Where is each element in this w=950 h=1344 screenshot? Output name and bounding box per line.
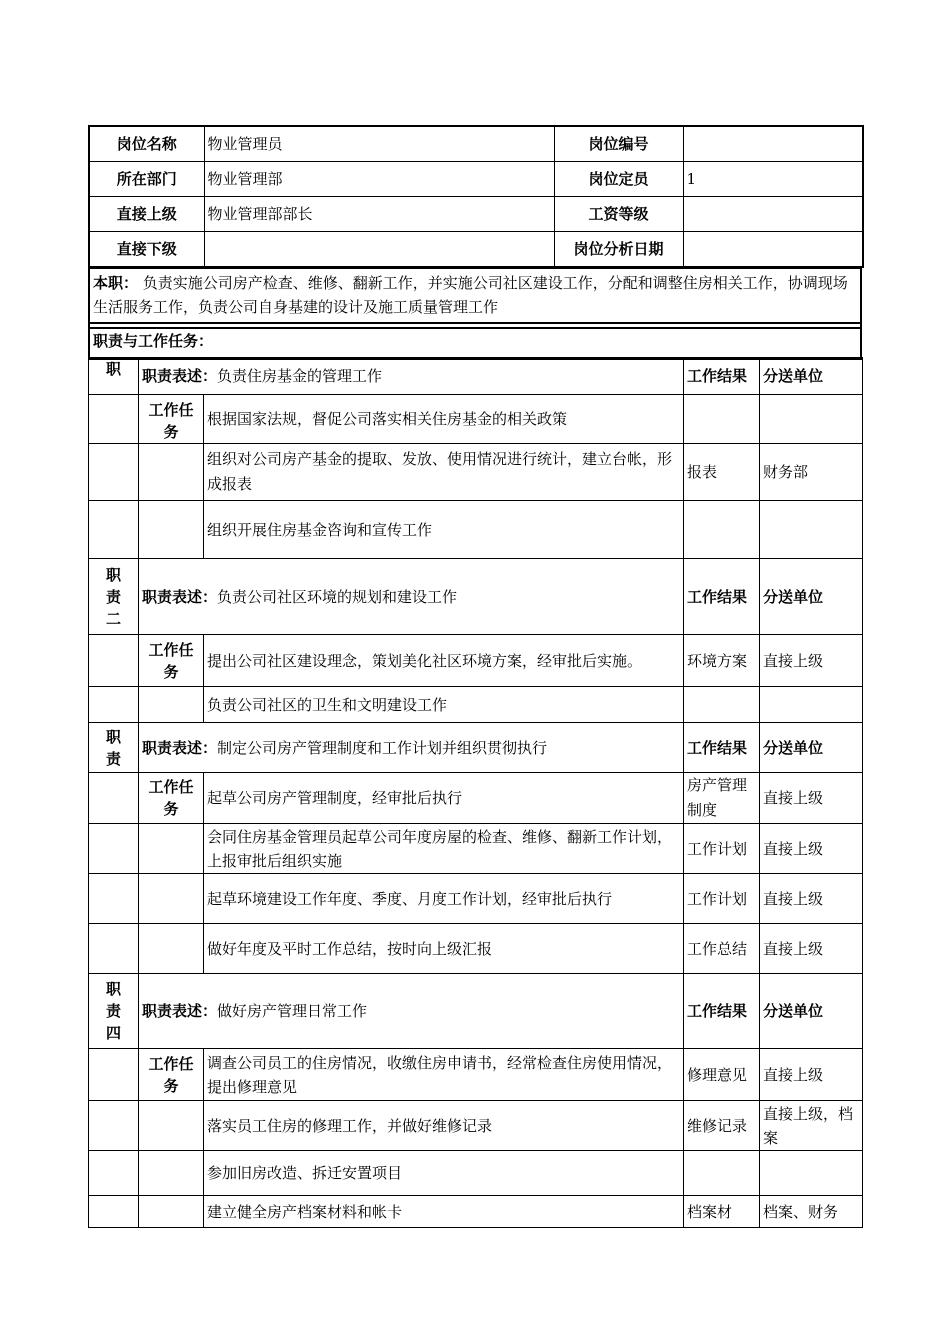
position-name-value: 物业管理员 bbox=[204, 126, 554, 162]
duty-statement-table bbox=[88, 267, 862, 329]
section-3-statement bbox=[139, 723, 684, 773]
direct-superior-label: 直接上级 bbox=[89, 197, 204, 232]
section-4-id-line: 责 bbox=[105, 1002, 121, 1020]
task-result: 维修记录 bbox=[684, 1101, 760, 1151]
task-text: 起草环境建设工作年度、季度、月度工作计划，经审批后执行 bbox=[204, 874, 684, 924]
task-text: 做好年度及平时工作总结，按时向上级汇报 bbox=[204, 924, 684, 974]
task-result: 房产管理制度 bbox=[684, 773, 760, 824]
task-send-to bbox=[760, 687, 863, 723]
task-send-to bbox=[760, 1151, 863, 1196]
task-send-to: 直接上级 bbox=[760, 874, 863, 924]
task-text: 根据国家法规，督促公司落实相关住房基金的相关政策 bbox=[204, 395, 684, 444]
section-4-id-line: 职 bbox=[105, 980, 121, 998]
section-1-statement bbox=[139, 358, 684, 395]
task-send-to bbox=[760, 501, 863, 559]
section-2-statement-text: 负责公司社区环境的规划和建设工作 bbox=[217, 587, 458, 606]
empty-cell bbox=[139, 924, 204, 974]
position-code-label: 岗位编号 bbox=[554, 126, 683, 162]
task-row bbox=[89, 924, 863, 974]
table-row bbox=[89, 162, 863, 197]
section-1-statement-text: 负责住房基金的管理工作 bbox=[217, 367, 383, 385]
empty-cell bbox=[139, 1151, 204, 1196]
salary-grade-value bbox=[683, 197, 863, 232]
section-3-statement-text: 制定公司房产管理制度和工作计划并组织贯彻执行 bbox=[217, 738, 548, 757]
statement-label: 职责表述： bbox=[142, 738, 218, 757]
task-result: 修理意见 bbox=[684, 1049, 760, 1101]
department-value: 物业管理部 bbox=[204, 162, 554, 197]
task-row bbox=[89, 1101, 863, 1151]
empty-cell bbox=[89, 687, 139, 723]
task-label: 工作任务 bbox=[139, 773, 204, 824]
empty-cell bbox=[89, 1049, 139, 1101]
task-text: 参加旧房改造、拆迁安置项目 bbox=[204, 1151, 684, 1196]
statement-label: 职责表述： bbox=[142, 587, 218, 606]
task-result: 工作总结 bbox=[684, 924, 760, 974]
duty-text: 负责实施公司房产检查、维修、翻新工作，并实施公司社区建设工作，分配和调整住房相关工作，协调现场生活服务工作，负责公司自身基建的设计及施工质量管理工作 bbox=[93, 274, 848, 316]
position-code-value bbox=[683, 126, 863, 162]
statement-label: 职责表述： bbox=[142, 367, 218, 385]
task-send-to: 直接上级 bbox=[760, 635, 863, 687]
empty-cell bbox=[89, 874, 139, 924]
department-label: 所在部门 bbox=[89, 162, 204, 197]
task-result bbox=[684, 501, 760, 559]
result-header: 工作结果 bbox=[684, 723, 760, 773]
section-4-id bbox=[89, 974, 139, 1049]
task-text: 组织对公司房产基金的提取、发放、使用情况进行统计，建立台帐，形成报表 bbox=[204, 444, 684, 501]
task-send-to: 直接上级 bbox=[760, 824, 863, 874]
empty-cell bbox=[139, 1196, 204, 1228]
empty-cell bbox=[89, 1151, 139, 1196]
position-name-label: 岗位名称 bbox=[89, 126, 204, 162]
table-row bbox=[89, 232, 863, 268]
send-to-header: 分送单位 bbox=[760, 974, 863, 1049]
task-send-to: 档案、财务 bbox=[760, 1196, 863, 1228]
empty-cell bbox=[89, 924, 139, 974]
section-header-row bbox=[89, 358, 863, 395]
task-send-to: 直接上级 bbox=[760, 773, 863, 824]
section-2-statement bbox=[139, 559, 684, 635]
section-2-id-line: 职 bbox=[105, 565, 121, 584]
task-text: 会同住房基金管理员起草公司年度房屋的检查、维修、翻新工作计划，上报审批后组织实施 bbox=[204, 824, 684, 874]
task-result: 档案材 bbox=[684, 1196, 760, 1228]
table-row bbox=[89, 323, 861, 359]
task-result bbox=[684, 687, 760, 723]
statement-label: 职责表述： bbox=[142, 1002, 218, 1020]
section-1-id-line: 职 bbox=[105, 360, 121, 378]
task-row bbox=[89, 824, 863, 874]
task-send-to: 财务部 bbox=[760, 444, 863, 501]
responsibilities-table bbox=[88, 357, 863, 1228]
section-4-statement-text: 做好房产管理日常工作 bbox=[217, 1002, 368, 1020]
section-3-id-line: 责 bbox=[105, 749, 121, 768]
task-row bbox=[89, 444, 863, 501]
empty-cell bbox=[139, 1101, 204, 1151]
task-text: 负责公司社区的卫生和文明建设工作 bbox=[204, 687, 684, 723]
headcount-label: 岗位定员 bbox=[554, 162, 683, 197]
salary-grade-label: 工资等级 bbox=[554, 197, 683, 232]
empty-cell bbox=[89, 1101, 139, 1151]
table-row bbox=[89, 268, 861, 328]
section-header-row bbox=[89, 974, 863, 1049]
empty-cell bbox=[89, 501, 139, 559]
section-2-id-line: 责 bbox=[105, 587, 121, 606]
task-text: 落实员工住房的修理工作，并做好维修记录 bbox=[204, 1101, 684, 1151]
task-row bbox=[89, 874, 863, 924]
task-text: 建立健全房产档案材料和帐卡 bbox=[204, 1196, 684, 1228]
task-send-to: 直接上级 bbox=[760, 1049, 863, 1101]
duty-label: 本职： bbox=[93, 274, 139, 292]
position-info-table bbox=[88, 125, 864, 268]
task-text: 起草公司房产管理制度，经审批后执行 bbox=[204, 773, 684, 824]
task-label: 工作任务 bbox=[139, 395, 204, 444]
send-to-header: 分送单位 bbox=[760, 559, 863, 635]
empty-cell bbox=[139, 444, 204, 501]
task-row bbox=[89, 395, 863, 444]
direct-subordinate-value bbox=[204, 232, 554, 268]
task-send-to bbox=[760, 395, 863, 444]
duty-statement bbox=[89, 268, 861, 328]
task-row bbox=[89, 501, 863, 559]
table-row bbox=[89, 126, 863, 162]
task-row bbox=[89, 635, 863, 687]
task-result: 工作计划 bbox=[684, 874, 760, 924]
task-send-to: 直接上级，档案 bbox=[760, 1101, 863, 1151]
empty-cell bbox=[139, 687, 204, 723]
task-result: 环境方案 bbox=[684, 635, 760, 687]
task-text: 组织开展住房基金咨询和宣传工作 bbox=[204, 501, 684, 559]
task-send-to: 直接上级 bbox=[760, 924, 863, 974]
empty-cell bbox=[139, 501, 204, 559]
responsibilities-title: 职责与工作任务： bbox=[89, 323, 861, 359]
section-1-id bbox=[89, 358, 139, 395]
direct-superior-value: 物业管理部部长 bbox=[204, 197, 554, 232]
empty-cell bbox=[89, 444, 139, 501]
section-4-statement bbox=[139, 974, 684, 1049]
empty-cell bbox=[89, 1196, 139, 1228]
responsibilities-title-table bbox=[88, 322, 862, 360]
empty-cell bbox=[139, 874, 204, 924]
result-header: 工作结果 bbox=[684, 974, 760, 1049]
section-3-id-line: 职 bbox=[105, 727, 121, 746]
task-result bbox=[684, 1151, 760, 1196]
send-to-header: 分送单位 bbox=[760, 723, 863, 773]
task-text: 提出公司社区建设理念，策划美化社区环境方案，经审批后实施。 bbox=[204, 635, 684, 687]
section-3-id bbox=[89, 723, 139, 773]
result-header: 工作结果 bbox=[684, 559, 760, 635]
empty-cell bbox=[89, 773, 139, 824]
task-row bbox=[89, 1151, 863, 1196]
task-result bbox=[684, 395, 760, 444]
table-row bbox=[89, 197, 863, 232]
section-header-row bbox=[89, 559, 863, 635]
empty-cell bbox=[89, 824, 139, 874]
task-row bbox=[89, 1196, 863, 1228]
result-header: 工作结果 bbox=[684, 358, 760, 395]
task-row bbox=[89, 687, 863, 723]
section-4-id-line: 四 bbox=[105, 1024, 121, 1042]
empty-cell bbox=[89, 635, 139, 687]
task-text: 调查公司员工的住房情况，收缴住房申请书，经常检查住房使用情况，提出修理意见 bbox=[204, 1049, 684, 1101]
section-2-id bbox=[89, 559, 139, 635]
task-label: 工作任务 bbox=[139, 1049, 204, 1101]
task-row bbox=[89, 773, 863, 824]
task-result: 报表 bbox=[684, 444, 760, 501]
task-row bbox=[89, 1049, 863, 1101]
send-to-header: 分送单位 bbox=[760, 358, 863, 395]
empty-cell bbox=[89, 395, 139, 444]
headcount-value: 1 bbox=[683, 162, 863, 197]
section-header-row bbox=[89, 723, 863, 773]
direct-subordinate-label: 直接下级 bbox=[89, 232, 204, 268]
analysis-date-value bbox=[683, 232, 863, 268]
task-result: 工作计划 bbox=[684, 824, 760, 874]
analysis-date-label: 岗位分析日期 bbox=[554, 232, 683, 268]
empty-cell bbox=[139, 824, 204, 874]
section-2-id-line: 二 bbox=[105, 609, 121, 628]
task-label: 工作任务 bbox=[139, 635, 204, 687]
